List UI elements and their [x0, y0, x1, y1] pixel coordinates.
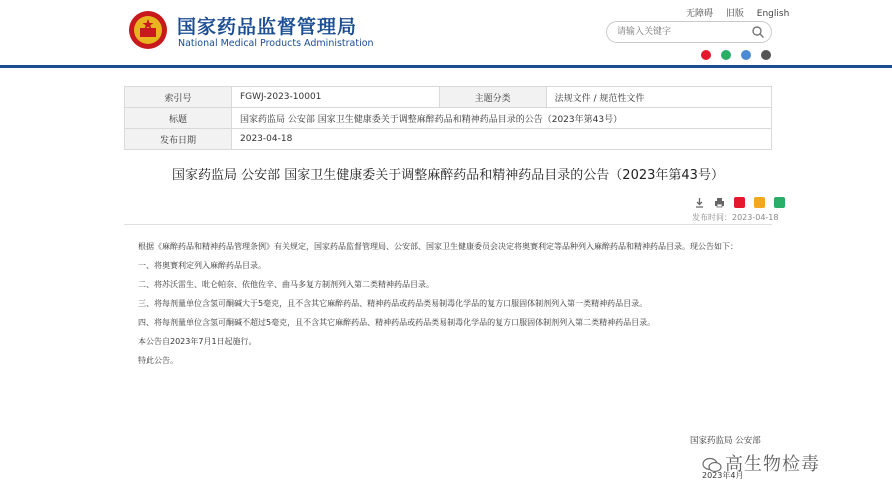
- social-links: [701, 45, 776, 64]
- article-item: 三、将每剂量单位含氢可酮碱大于5毫克，且不含其它麻醉药品、精神药品或药品类易制毒化学品的复方口服固体制剂列入第一类精神药品目录。: [138, 299, 648, 308]
- category-value: 法规文件 / 规范性文件: [546, 87, 771, 108]
- title-separator: [124, 224, 772, 225]
- header-divider: [0, 65, 892, 68]
- article-title: 国家药监局 公安部 国家卫生健康委关于调整麻醉药品和精神药品目录的公告（2023年第43号）: [172, 168, 724, 183]
- article-closing: 特此公告。: [138, 356, 178, 365]
- weibo-icon[interactable]: [701, 50, 711, 60]
- table-row: [125, 108, 772, 129]
- publish-time: 发布时间：2023-04-18: [692, 213, 779, 222]
- search-box: [606, 21, 772, 43]
- info-table: [124, 86, 772, 150]
- sign-date: 2023年4月: [702, 471, 744, 480]
- search-input[interactable]: [617, 25, 747, 39]
- download-icon[interactable]: [694, 197, 705, 208]
- old-version-link[interactable]: 旧版: [725, 9, 744, 19]
- national-emblem-icon: [128, 10, 168, 50]
- article-item: 一、将奥赛利定列入麻醉药品目录。: [138, 261, 266, 270]
- weibo-share-icon[interactable]: [734, 197, 745, 208]
- app-icon[interactable]: [741, 50, 751, 60]
- title-label: 标题: [125, 108, 232, 129]
- print-icon[interactable]: [714, 197, 725, 208]
- article-body: [124, 240, 774, 373]
- date-value: 2023-04-18: [232, 129, 772, 150]
- top-links: [686, 6, 799, 19]
- article-effective: 本公告自2023年7月1日起施行。: [138, 337, 257, 346]
- search-icon[interactable]: [751, 25, 765, 39]
- article-item: 四、将每剂量单位含氢可酮碱不超过5毫克，且不含其它麻醉药品、精神药品或药品类易制毒化学品的复方口服固体制剂列入第二类精神药品目录。: [138, 318, 656, 327]
- mobile-icon[interactable]: [761, 50, 771, 60]
- qzone-share-icon[interactable]: [754, 197, 765, 208]
- english-link[interactable]: English: [756, 9, 790, 19]
- wechat-icon[interactable]: [721, 50, 731, 60]
- site-name-cn[interactable]: 国家药品监督管理局: [177, 16, 358, 38]
- signers: 国家药监局 公安部: [690, 436, 761, 446]
- table-row: [125, 87, 772, 108]
- table-row: [125, 129, 772, 150]
- watermark-text: 高生物检毒: [725, 454, 820, 475]
- article-intro: 根据《麻醉药品和精神药品管理条例》有关规定，国家药品监督管理局、公安部、国家卫生健康委员会决定将奥赛利定等品种列入麻醉药品和精神药品目录。现公告如下：: [138, 242, 738, 251]
- accessibility-link[interactable]: 无障碍: [686, 9, 714, 19]
- site-name-en: National Medical Products Administration: [178, 38, 374, 49]
- index-value: FGWJ-2023-10001: [232, 87, 440, 108]
- article-tools: [690, 192, 785, 211]
- date-label: 发布日期: [125, 129, 232, 150]
- wechat-share-icon[interactable]: [774, 197, 785, 208]
- site-header: [0, 0, 892, 64]
- index-label: 索引号: [125, 87, 232, 108]
- title-value: 国家药监局 公安部 国家卫生健康委关于调整麻醉药品和精神药品目录的公告（2023年第43号）: [232, 108, 772, 129]
- category-label: 主题分类: [439, 87, 546, 108]
- article-item: 二、将苏沃雷生、吡仑帕奈、依他佐辛、曲马多复方制剂列入第二类精神药品目录。: [138, 280, 434, 289]
